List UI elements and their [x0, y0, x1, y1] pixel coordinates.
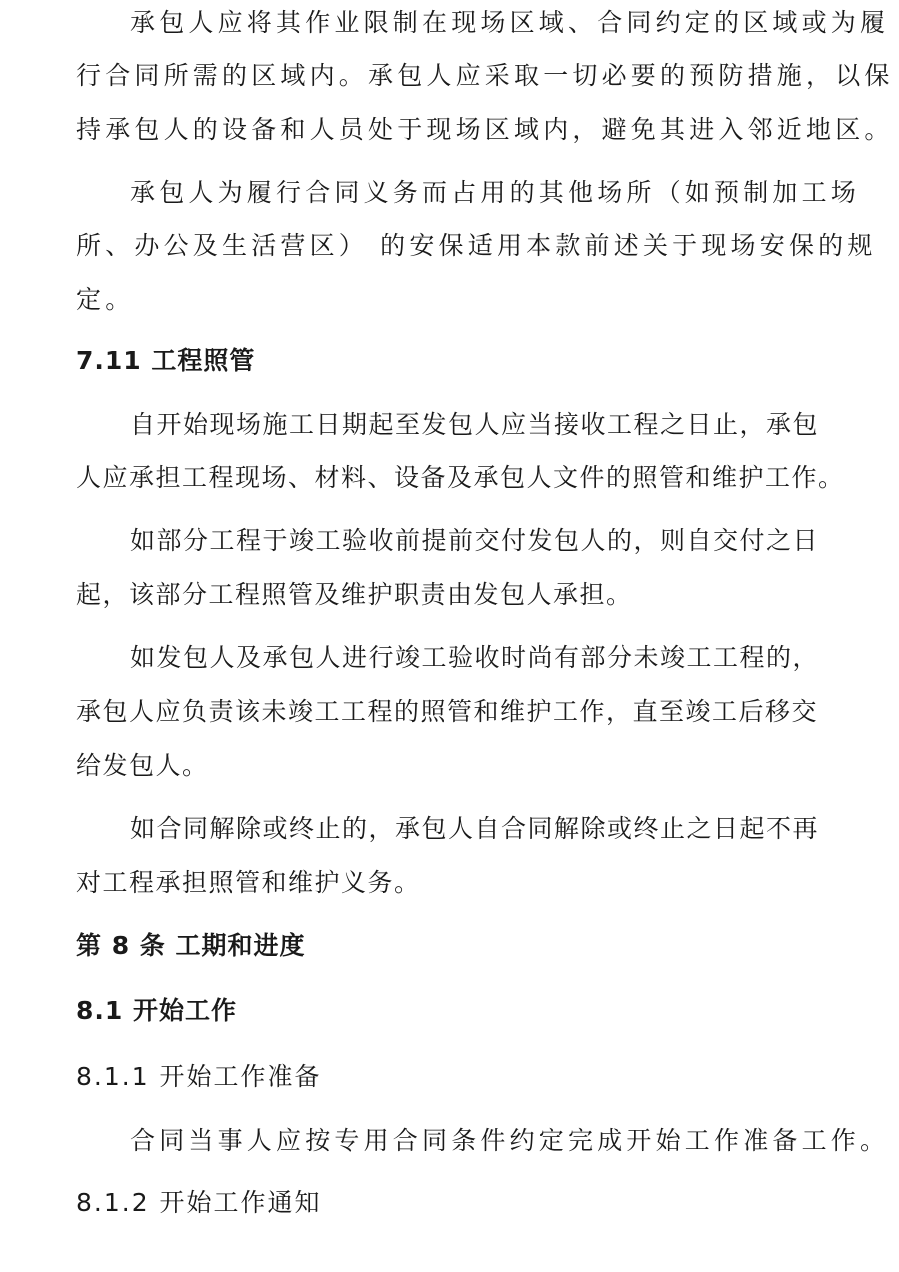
paragraph-line: 自开始现场施工日期起至发包人应当接收工程之日止，承包: [130, 410, 820, 439]
article-heading-8: 第 8 条 工期和进度: [76, 931, 306, 960]
paragraph-line: 对工程承担照管和维护义务。: [76, 868, 421, 897]
paragraph-line: 持承包人的设备和人员处于现场区域内，避免其进入邻近地区。: [76, 115, 894, 144]
paragraph-line: 承包人应负责该未竣工工程的照管和维护工作，直至竣工后移交: [76, 697, 819, 726]
paragraph-line: 给发包人。: [76, 751, 209, 780]
paragraph-line: 如发包人及承包人进行竣工验收时尚有部分未竣工工程的，: [130, 643, 820, 672]
section-heading-8-1: 8.1 开始工作: [76, 996, 237, 1025]
paragraph-line: 承包人应将其作业限制在现场区域、合同约定的区域或为履: [130, 8, 890, 37]
paragraph-line: 所、办公及生活营区） 的安保适用本款前述关于现场安保的规: [76, 231, 877, 260]
paragraph-line: 定。: [76, 285, 135, 314]
paragraph-line: 如合同解除或终止的，承包人自合同解除或终止之日起不再: [130, 814, 820, 843]
paragraph-line: 起，该部分工程照管及维护职责由发包人承担。: [76, 580, 633, 609]
paragraph-line: 行合同所需的区域内。承包人应采取一切必要的预防措施，以保: [76, 61, 894, 90]
section-heading-7-11: 7.11 工程照管: [76, 346, 256, 375]
paragraph-line: 合同当事人应按专用合同条件约定完成开始工作准备工作。: [130, 1126, 890, 1155]
paragraph-line: 人应承担工程现场、材料、设备及承包人文件的照管和维护工作。: [76, 463, 845, 492]
subsection-heading-8-1-1: 8.1.1 开始工作准备: [76, 1062, 322, 1091]
subsection-heading-8-1-2: 8.1.2 开始工作通知: [76, 1188, 322, 1217]
paragraph-line: 如部分工程于竣工验收前提前交付发包人的，则自交付之日: [130, 526, 820, 555]
paragraph-line: 承包人为履行合同义务而占用的其他场所（如预制加工场: [130, 178, 861, 207]
